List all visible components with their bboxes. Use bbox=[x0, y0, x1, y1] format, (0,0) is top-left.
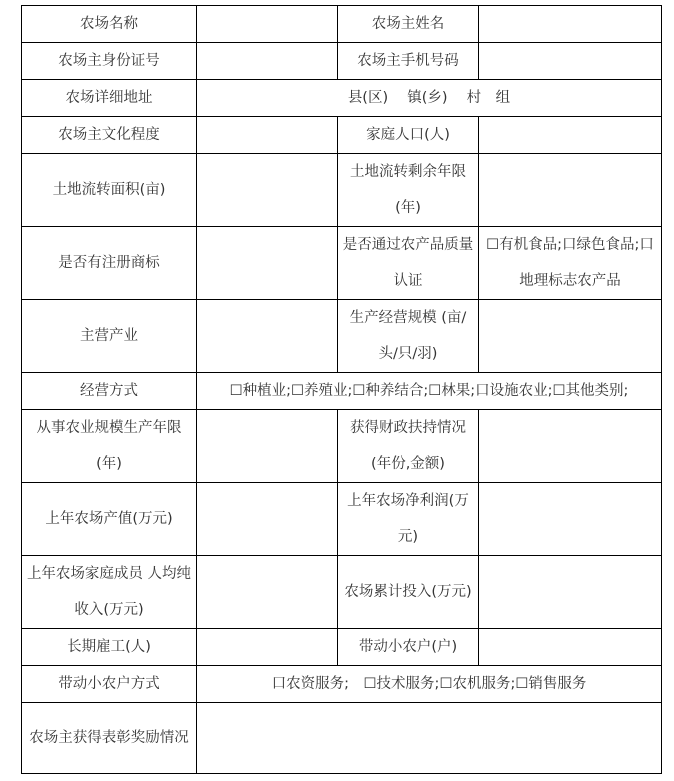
owner-id-value[interactable] bbox=[197, 43, 338, 80]
row-main-industry bbox=[22, 300, 662, 373]
education-label: 农场主文化程度 bbox=[22, 117, 197, 154]
address-label: 农场详细地址 bbox=[22, 80, 197, 117]
trademark-label: 是否有注册商标 bbox=[22, 227, 197, 300]
row-operation-mode bbox=[22, 373, 662, 410]
row-education bbox=[22, 117, 662, 154]
per-capita-income-label: 上年农场家庭成员 人均纯收入(万元) bbox=[22, 556, 197, 629]
smallholders-mode-label: 带动小农户方式 bbox=[22, 666, 197, 703]
land-transfer-area-label: 土地流转面积(亩) bbox=[22, 154, 197, 227]
row-smallholders-mode bbox=[22, 666, 662, 703]
scale-label: 生产经营规模 (亩/头/只/羽) bbox=[338, 300, 479, 373]
years-in-farming-value[interactable] bbox=[197, 410, 338, 483]
row-farm-name bbox=[22, 6, 662, 43]
long-term-workers-value[interactable] bbox=[197, 629, 338, 666]
owner-name-label: 农场主姓名 bbox=[338, 6, 479, 43]
last-year-output-label: 上年农场产值(万元) bbox=[22, 483, 197, 556]
household-size-label: 家庭人口(人) bbox=[338, 117, 479, 154]
operation-mode-options[interactable]: ☐种植业;☐养殖业;☐种养结合;☐林果;口设施农业;☐其他类别; bbox=[197, 373, 662, 410]
row-awards bbox=[22, 703, 662, 774]
awards-label: 农场主获得表彰奖励情况 bbox=[22, 703, 197, 774]
land-transfer-area-value[interactable] bbox=[197, 154, 338, 227]
farm-info-form bbox=[21, 5, 662, 774]
cumulative-investment-label: 农场累计投入(万元) bbox=[338, 556, 479, 629]
main-industry-label: 主营产业 bbox=[22, 300, 197, 373]
row-address bbox=[22, 80, 662, 117]
years-in-farming-label: 从事农业规模生产年限(年) bbox=[22, 410, 197, 483]
land-transfer-years-label: 土地流转剩余年限(年) bbox=[338, 154, 479, 227]
owner-phone-value[interactable] bbox=[479, 43, 662, 80]
trademark-value[interactable] bbox=[197, 227, 338, 300]
owner-phone-label: 农场主手机号码 bbox=[338, 43, 479, 80]
farm-name-value[interactable] bbox=[197, 6, 338, 43]
row-owner-id bbox=[22, 43, 662, 80]
awards-value[interactable] bbox=[197, 703, 662, 774]
household-size-value[interactable] bbox=[479, 117, 662, 154]
row-workers bbox=[22, 629, 662, 666]
certification-options[interactable]: ☐有机食品;口绿色食品;口地理标志农产品 bbox=[479, 227, 662, 300]
row-land-transfer bbox=[22, 154, 662, 227]
certification-label: 是否通过农产品质量认证 bbox=[338, 227, 479, 300]
row-trademark bbox=[22, 227, 662, 300]
smallholders-count-value[interactable] bbox=[479, 629, 662, 666]
row-years-farming bbox=[22, 410, 662, 483]
fiscal-support-value[interactable] bbox=[479, 410, 662, 483]
main-industry-value[interactable] bbox=[197, 300, 338, 373]
cumulative-investment-value[interactable] bbox=[479, 556, 662, 629]
operation-mode-label: 经营方式 bbox=[22, 373, 197, 410]
smallholders-mode-options[interactable]: 口农资服务; ☐技术服务;☐农机服务;☐销售服务 bbox=[197, 666, 662, 703]
last-year-profit-value[interactable] bbox=[479, 483, 662, 556]
smallholders-count-label: 带动小农户(户) bbox=[338, 629, 479, 666]
row-output bbox=[22, 483, 662, 556]
row-income bbox=[22, 556, 662, 629]
owner-id-label: 农场主身份证号 bbox=[22, 43, 197, 80]
education-value[interactable] bbox=[197, 117, 338, 154]
address-value[interactable]: 县(区) 镇(乡) 村 组 bbox=[197, 80, 662, 117]
owner-name-value[interactable] bbox=[479, 6, 662, 43]
farm-name-label: 农场名称 bbox=[22, 6, 197, 43]
land-transfer-years-value[interactable] bbox=[479, 154, 662, 227]
scale-value[interactable] bbox=[479, 300, 662, 373]
long-term-workers-label: 长期雇工(人) bbox=[22, 629, 197, 666]
last-year-profit-label: 上年农场净利润(万元) bbox=[338, 483, 479, 556]
last-year-output-value[interactable] bbox=[197, 483, 338, 556]
per-capita-income-value[interactable] bbox=[197, 556, 338, 629]
fiscal-support-label: 获得财政扶持情况(年份,金额) bbox=[338, 410, 479, 483]
